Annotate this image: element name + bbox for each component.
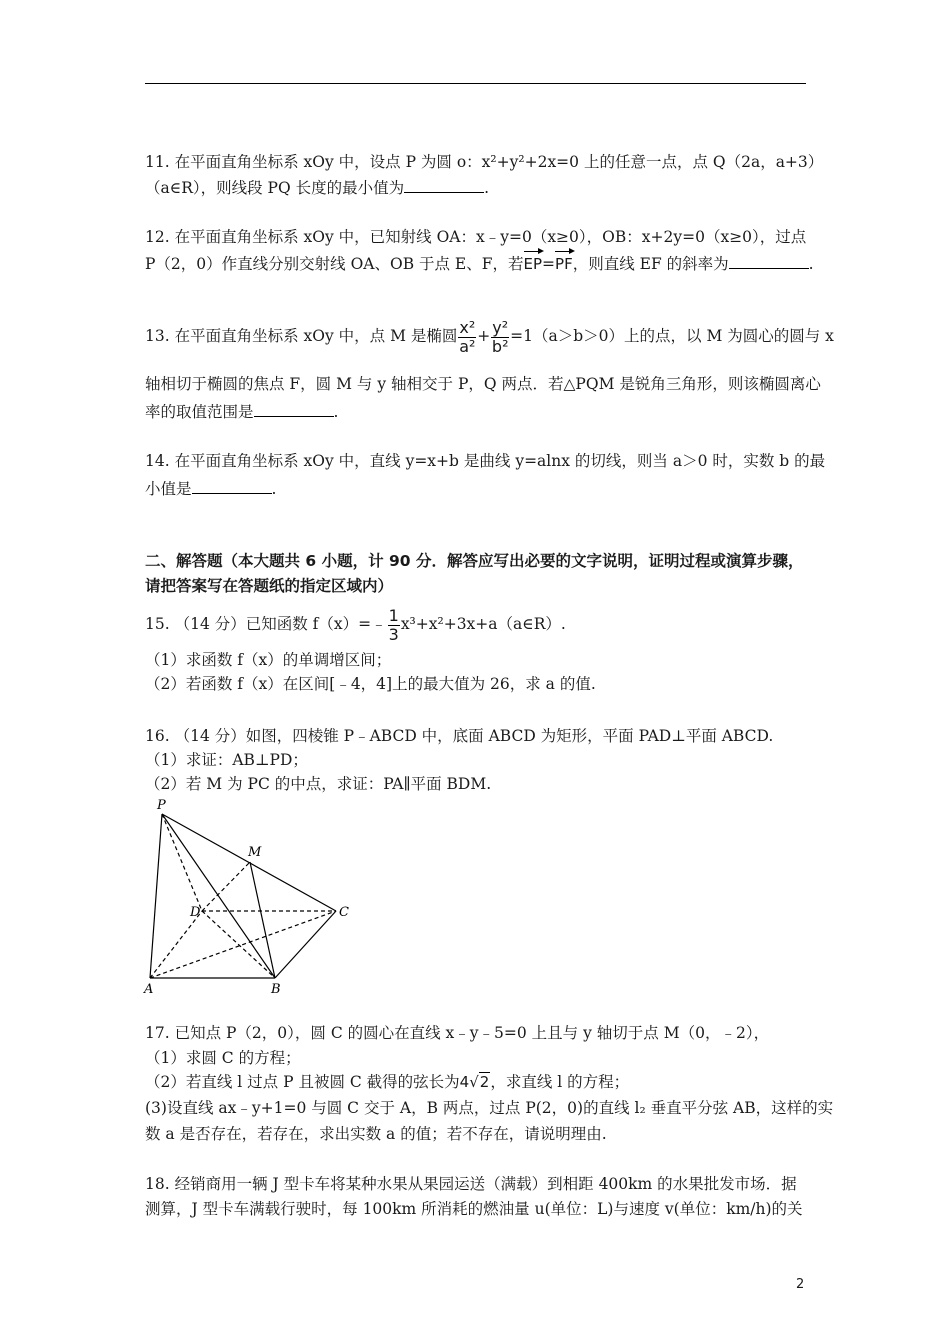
q13-plus: + bbox=[477, 327, 491, 345]
q14-line2-text: 小值是 bbox=[145, 480, 192, 498]
q13-line1 bbox=[145, 311, 834, 361]
sqrt-coefficient: 4 bbox=[459, 1073, 470, 1091]
vector-pf: PF bbox=[555, 255, 573, 273]
q16-line1: 16. （14 分）如图，四棱锥 P﹣ABCD 中，底面 ABCD 为矩形，平面 PAD⊥平面 ABCD. bbox=[145, 727, 774, 745]
fraction-y2-b2 bbox=[491, 317, 509, 356]
q12-line2-mid: ，则直线 EF 的斜率为 bbox=[572, 255, 729, 273]
q15-line1-text: 15. （14 分）已知函数 f（x）=﹣ bbox=[145, 615, 387, 633]
q15-part2: （2）若函数 f（x）在区间[﹣4，4]上的最大值为 26，求 a 的值. bbox=[145, 675, 596, 693]
sqrt-radicand: 2 bbox=[479, 1073, 490, 1091]
q14-line1: 14. 在平面直角坐标系 xOy 中，直线 y=x+b 是曲线 y=alnx 的切线，则当 a＞0 时，实数 b 的最 bbox=[145, 452, 826, 470]
q17-part2-end: ，求直线 l 的方程； bbox=[490, 1073, 630, 1091]
q12-line2-text: P（2，0）作直线分别交射线 OA、OB 于点 E、F，若 bbox=[145, 255, 524, 273]
edge-pa bbox=[150, 814, 162, 978]
q13-line1-text: 13. 在平面直角坐标系 xOy 中，点 M 是椭圆 bbox=[145, 327, 458, 345]
q17-part3-line2: 数 a 是否存在，若存在，求出实数 a 的值；若不存在，请说明理由. bbox=[145, 1125, 607, 1143]
q15-line1 bbox=[145, 604, 815, 644]
answer-blank bbox=[254, 400, 334, 417]
answer-blank bbox=[404, 176, 484, 193]
q12-line2 bbox=[145, 252, 815, 274]
frac-numerator: y² bbox=[492, 317, 509, 337]
segment-ac bbox=[150, 911, 336, 978]
answer-blank bbox=[192, 477, 272, 494]
frac-numerator: 1 bbox=[388, 605, 399, 625]
q15-part1: （1）求函数 f（x）的单调增区间； bbox=[145, 651, 392, 669]
page-number: 2 bbox=[796, 1277, 805, 1292]
q13-line3 bbox=[145, 400, 815, 422]
edge-ad bbox=[150, 911, 202, 978]
frac-numerator: x² bbox=[459, 317, 476, 337]
answer-blank bbox=[729, 252, 809, 269]
label-b: B bbox=[271, 982, 281, 997]
label-d: D bbox=[190, 905, 201, 920]
q11-line2-end: . bbox=[484, 179, 490, 197]
q16-part1: （1）求证：AB⊥PD； bbox=[145, 751, 308, 769]
q13-line3-text: 率的取值范围是 bbox=[145, 403, 254, 421]
pyramid-figure bbox=[140, 795, 370, 1000]
segment-db bbox=[202, 911, 275, 978]
q11-line2 bbox=[145, 176, 815, 198]
section-heading-cont: 请把答案写在答题纸的指定区域内） bbox=[145, 577, 394, 595]
edge-pc bbox=[162, 814, 336, 911]
sqrt-expression: 4√2 bbox=[459, 1073, 490, 1091]
segment-dm bbox=[202, 862, 250, 911]
q14-line2 bbox=[145, 477, 815, 499]
q17-part2 bbox=[145, 1072, 815, 1092]
frac-denominator: 3 bbox=[388, 624, 399, 644]
fraction-x2-a2 bbox=[458, 317, 476, 356]
q13-line2: 轴相切于椭圆的焦点 F，圆 M 与 y 轴相交于 P，Q 两点．若△PQM 是锐角三角形，则该椭圆离心 bbox=[145, 375, 821, 393]
q12-line2-end: . bbox=[808, 255, 814, 273]
q18-line2: 测算，J 型卡车满载行驶时，每 100km 所消耗的燃油量 u(单位：L)与速度 v(单位：km/h)的关 bbox=[145, 1200, 803, 1218]
q11-line2-text: （a∈R），则线段 PQ 长度的最小值为 bbox=[145, 179, 405, 197]
frac-denominator: b² bbox=[491, 336, 509, 356]
q14-line2-end: . bbox=[271, 480, 277, 498]
frac-denominator: a² bbox=[459, 336, 476, 356]
q17-part1: （1）求圆 C 的方程； bbox=[145, 1049, 301, 1067]
header-rule bbox=[145, 83, 806, 84]
edge-bc bbox=[275, 911, 336, 978]
fraction-one-third bbox=[388, 605, 400, 644]
q11-line1: 11. 在平面直角坐标系 xOy 中，设点 P 为圆 o：x²+y²+2x=0 上的任意一点，点 Q（2a，a+3） bbox=[145, 153, 824, 171]
label-c: C bbox=[339, 905, 349, 920]
vector-ep: EP bbox=[523, 255, 543, 273]
label-m: M bbox=[248, 845, 262, 860]
q13-line1-end: =1（a＞b＞0）上的点，以 M 为圆心的圆与 x bbox=[510, 327, 834, 345]
q13-line3-end: . bbox=[333, 403, 339, 421]
q18-line1: 18. 经销商用一辆 J 型卡车将某种水果从果园运送（满载）到相距 400km 的水果批发市场．据 bbox=[145, 1175, 797, 1193]
section-heading: 二、解答题（本大题共 6 小题，计 90 分．解答应写出必要的文字说明，证明过程或演算步骤， bbox=[145, 552, 804, 570]
q12-line1: 12. 在平面直角坐标系 xOy 中，已知射线 OA：x﹣y=0（x≥0），OB：x+2y=0（x≥0），过点 bbox=[145, 228, 807, 246]
q17-line1: 17. 已知点 P（2，0），圆 C 的圆心在直线 x﹣y﹣5=0 上且与 y 轴切于点 M（0，﹣2）， bbox=[145, 1024, 770, 1042]
label-p: P bbox=[157, 798, 166, 813]
q16-part2: （2）若 M 为 PC 的中点，求证：PA∥平面 BDM. bbox=[145, 775, 492, 793]
q15-line1-end: x³+x²+3x+a（a∈R）. bbox=[400, 615, 566, 633]
q17-part3-line1: (3)设直线 ax﹣y+1=0 与圆 C 交于 A，B 两点，过点 P(2，0)的直线 l₂ 垂直平分弦 AB，这样的实 bbox=[145, 1099, 834, 1117]
label-a: A bbox=[144, 982, 154, 997]
q17-part2-text: （2）若直线 l 过点 P 且被圆 C 截得的弦长为 bbox=[145, 1073, 460, 1091]
q12-eq: = bbox=[542, 255, 556, 273]
